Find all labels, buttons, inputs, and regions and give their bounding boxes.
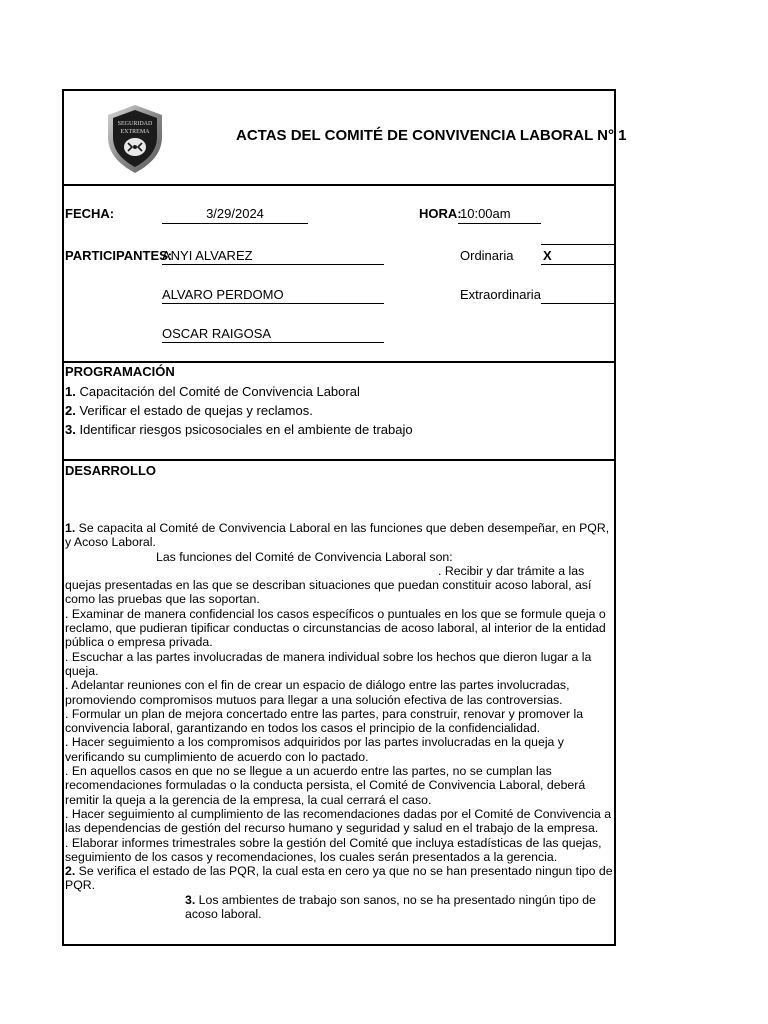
- function-item: . Recibir y dar trámite a las: [438, 563, 585, 578]
- desarrollo-heading: DESARROLLO: [65, 463, 156, 478]
- desarrollo-paragraph: 2. Se verifica el estado de las PQR, la cual esta en cero ya que no se han presentado ningun tipo de PQR.: [65, 864, 613, 893]
- programacion-item: 3. Identificar riesgos psicosociales en el ambiente de trabajo: [65, 422, 413, 437]
- fecha-underline: [162, 223, 308, 224]
- document-title: ACTAS DEL COMITÉ DE CONVIVENCIA LABORAL N° 1: [236, 127, 627, 144]
- function-item: . Hacer seguimiento a los compromisos adquiridos por las partes involucradas en la queja y verificando su cumplimiento de acuerdo con lo pactado.: [65, 735, 564, 764]
- function-item: quejas presentadas en las que se describan situaciones que puedan constituir acoso laboral, así como las pruebas que las soportan.: [65, 578, 592, 607]
- hora-underline: [458, 223, 541, 224]
- participant-underline: [162, 303, 384, 304]
- divider: [64, 361, 614, 363]
- programacion-item: 1. Capacitación del Comité de Convivencia Laboral: [65, 384, 360, 399]
- function-item: . Examinar de manera confidencial los casos específicos o puntuales en los que se formule queja o reclamo, que pudieran tipificar conductas o circunstancias de acoso laboral, al interior de la entidad pública o empresa privada.: [65, 606, 606, 650]
- function-item: . Formular un plan de mejora concertado entre las partes, para construir, renovar y promover la convivencia laboral, garantizando en todos los casos el principio de la confidencialidad.: [65, 706, 584, 736]
- desarrollo-body: [65, 521, 613, 921]
- fecha-value: 3/29/2024: [206, 206, 264, 221]
- desarrollo-paragraph: 1. Se capacita al Comité de Convivencia Laboral en las funciones que deben desempeñar, en PQR, y Acoso Laboral.: [65, 521, 610, 550]
- company-logo: [104, 103, 166, 175]
- divider: [64, 459, 614, 461]
- function-item: . Adelantar reuniones con el fin de crear un espacio de diálogo entre las partes involucradas, promoviendo compromisos mutuos para llegar a una solución efectiva de las controversias.: [65, 678, 570, 707]
- participant-underline: [162, 264, 384, 265]
- ordinaria-underline: [541, 264, 614, 265]
- function-item: . Hacer seguimiento al cumplimiento de las recomendaciones dadas por el Comité de Convivencia a las dependencias de gestión del recurso humano y seguridad y salud en el trabajo de la empresa.: [65, 806, 612, 836]
- desarrollo-paragraph: 3. Los ambientes de trabajo son sanos, no se ha presentado ningún tipo de acoso laboral.: [185, 892, 596, 922]
- function-item: . Elaborar informes trimestrales sobre la gestión del Comité que incluya estadísticas de las quejas, seguimiento de los casos y recomendaciones, los cuales serán presentados a la gerencia.: [65, 835, 602, 864]
- extraordinaria-label: Extraordinaria: [460, 287, 541, 302]
- function-item: . Escuchar a las partes involucradas de manera individual sobre los hechos que dieron lugar a la queja.: [65, 649, 592, 678]
- participant-name: ANYI ALVAREZ: [162, 248, 253, 263]
- ordinaria-mark: X: [543, 248, 552, 263]
- participant-underline: [162, 342, 384, 343]
- svg-text:EXTREMA: EXTREMA: [120, 129, 150, 135]
- function-item: . En aquellos casos en que no se llegue a un acuerdo entre las partes, no se cumplan las recomendaciones formuladas o la conducta persista, el Comité de Convivencia Laboral, deberá remitir la queja a la gerencia de la empresa, la cual cerrará el caso.: [65, 764, 586, 807]
- divider: [64, 184, 614, 186]
- participantes-label: PARTICIPANTES:: [65, 248, 173, 263]
- extraordinaria-underline: [541, 303, 614, 304]
- acta-form: [62, 89, 627, 946]
- ordinaria-top-line: [541, 244, 614, 245]
- svg-text:SEGURIDAD: SEGURIDAD: [117, 121, 153, 127]
- programacion-heading: PROGRAMACIÓN: [65, 364, 175, 379]
- hora-label: HORA:: [419, 206, 462, 221]
- participant-name: ALVARO PERDOMO: [162, 287, 284, 302]
- functions-intro: Las funciones del Comité de Convivencia Laboral son:: [156, 549, 453, 564]
- ordinaria-label: Ordinaria: [460, 248, 514, 263]
- hora-value: 10:00am: [460, 206, 511, 221]
- programacion-item: 2. Verificar el estado de quejas y reclamos.: [65, 403, 313, 418]
- participant-name: OSCAR RAIGOSA: [162, 326, 272, 341]
- fecha-label: FECHA:: [65, 206, 115, 221]
